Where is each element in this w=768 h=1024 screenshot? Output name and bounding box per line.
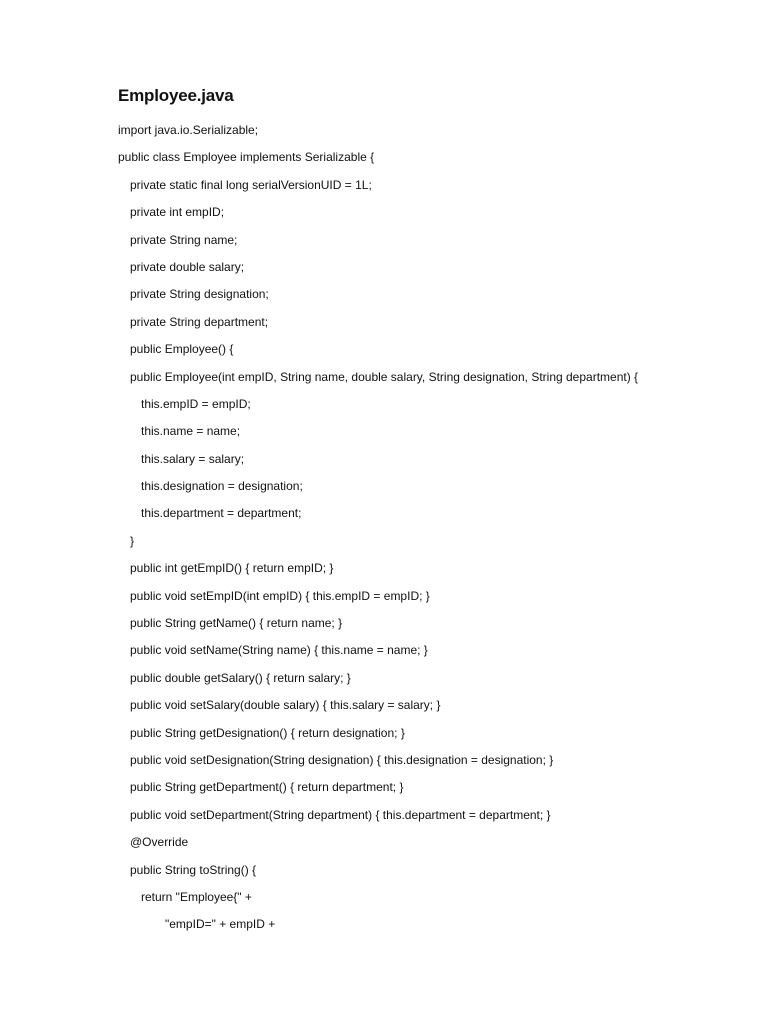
code-line: public int getEmpID() { return empID; }: [130, 561, 334, 576]
code-line: return "Employee{" +: [141, 889, 252, 904]
code-line: public Employee(int empID, String name, double salary, String designation, String department) {: [130, 369, 639, 384]
code-line: public Employee() {: [130, 342, 234, 357]
code-line: public void setDesignation(String designation) { this.designation = designation; }: [130, 752, 554, 767]
code-line: private static final long serialVersionUID = 1L;: [130, 177, 372, 192]
code-line: private double salary;: [130, 259, 245, 274]
code-line: public String getName() { return name; }: [130, 616, 343, 631]
code-line: public void setName(String name) { this.name = name; }: [130, 643, 428, 658]
code-line: private String name;: [130, 232, 238, 247]
code-line: private int empID;: [130, 205, 225, 220]
code-line: private String designation;: [130, 287, 269, 302]
document-title: Employee.java: [118, 86, 234, 105]
code-listing: [118, 121, 638, 943]
code-line: public void setEmpID(int empID) { this.empID = empID; }: [130, 588, 430, 603]
code-line: public String toString() {: [130, 862, 257, 877]
code-line: public void setSalary(double salary) { this.salary = salary; }: [130, 698, 441, 713]
code-line: public class Employee implements Serializable {: [118, 150, 375, 165]
code-line: @Override: [130, 835, 189, 850]
code-line: public String getDepartment() { return department; }: [130, 780, 404, 795]
code-line: private String department;: [130, 314, 269, 329]
code-line: this.department = department;: [141, 506, 302, 521]
code-line: }: [130, 533, 135, 548]
code-line: this.name = name;: [141, 424, 241, 439]
code-line: public String getDesignation() { return designation; }: [130, 725, 405, 740]
code-line: "empID=" + empID +: [165, 917, 276, 932]
code-line: import java.io.Serializable;: [118, 123, 259, 137]
code-line: this.designation = designation;: [141, 479, 303, 494]
code-line: public double getSalary() { return salary; }: [130, 670, 351, 685]
code-line: this.empID = empID;: [141, 396, 251, 411]
code-line: this.salary = salary;: [141, 451, 245, 466]
code-line: public void setDepartment(String department) { this.department = department; }: [130, 807, 551, 822]
